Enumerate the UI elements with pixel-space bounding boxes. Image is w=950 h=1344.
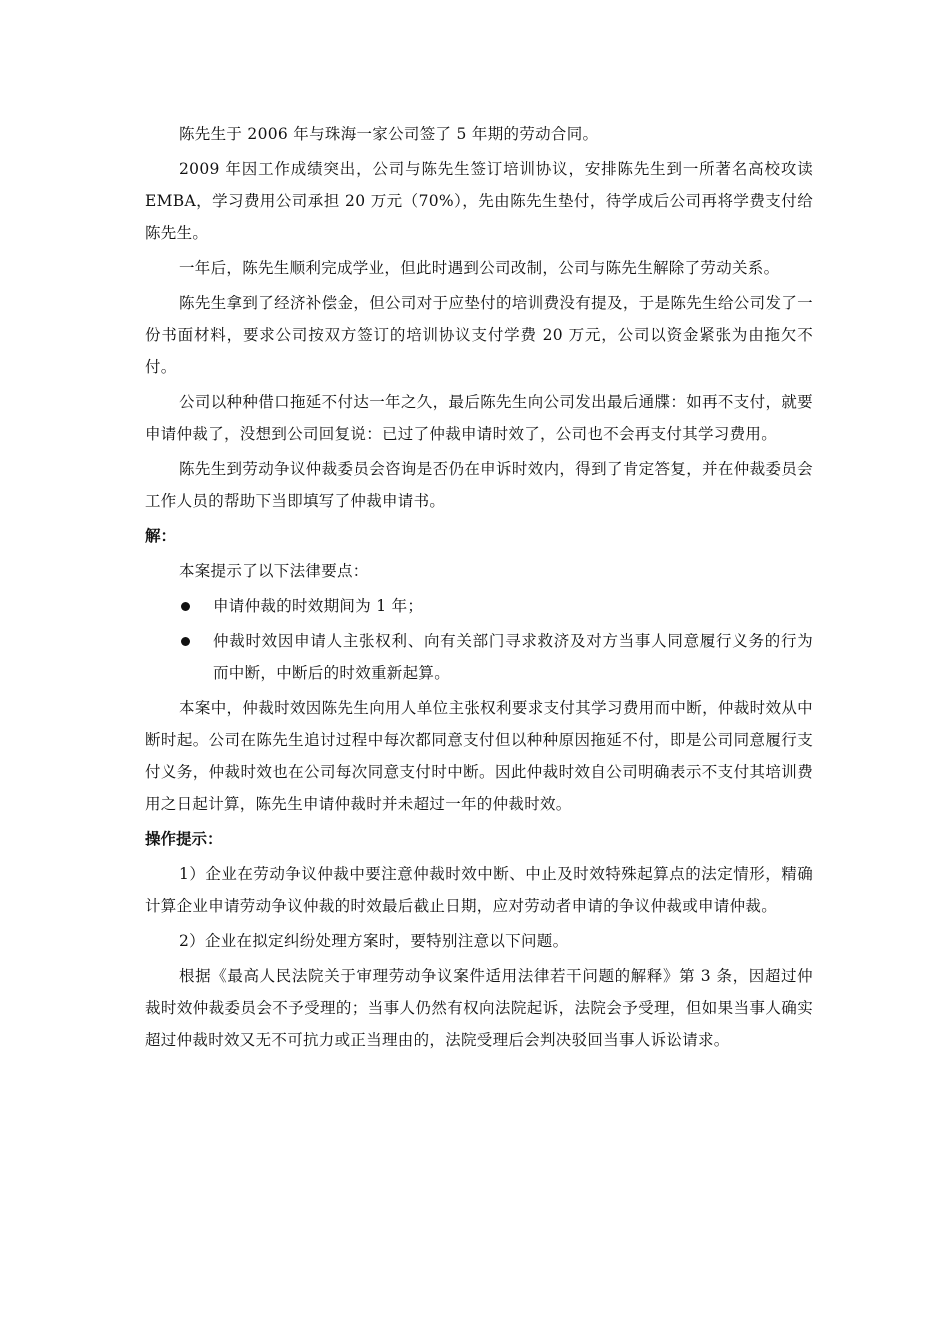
tips-heading: 操作提示：: [145, 830, 223, 848]
bullet-item-text: 仲裁时效因申请人主张权利、向有关部门寻求救济及对方当事人同意履行义务的行为而中断，中断后的时效重新起算。: [213, 632, 813, 682]
tips-paragraph-1: 1）企业在劳动争议仲裁中要注意仲裁时效中断、中止及时效特殊起算点的法定情形，精确计算企业申请劳动争议仲裁的时效最后截止日期，应对劳动者申请的争议仲裁或申请仲裁。: [145, 865, 813, 915]
tips-paragraph-2: 2）企业在拟定纠纷处理方案时，要特别注意以下问题。: [179, 932, 569, 950]
case-paragraph-6: 陈先生到劳动争议仲裁委员会咨询是否仍在申诉时效内，得到了肯定答复，并在仲裁委员会工作人员的帮助下当即填写了仲裁申请书。: [145, 460, 813, 510]
bullet-item-text: 申请仲裁的时效期间为 1 年；: [213, 597, 424, 615]
solution-intro: 本案提示了以下法律要点：: [179, 562, 369, 580]
case-paragraph-5: 公司以种种借口拖延不付达一年之久，最后陈先生向公司发出最后通牒：如再不支付，就要申请仲裁了，没想到公司回复说：已过了仲裁申请时效了，公司也不会再支付其学习费用。: [145, 393, 813, 443]
bullet-dot-icon: [181, 637, 190, 646]
bullet-item-1: [145, 590, 813, 622]
bullet-item-2: [145, 625, 813, 689]
document-page: [145, 118, 813, 1059]
bullet-dot-icon: [181, 602, 190, 611]
case-paragraph-2: 2009 年因工作成绩突出，公司与陈先生签订培训协议，安排陈先生到一所著名高校攻读 EMBA，学习费用公司承担 20 万元（70%），先由陈先生垫付，待学成后公司再将学费支付给陈先生。: [145, 160, 813, 242]
case-paragraph-3: 一年后，陈先生顺利完成学业，但此时遇到公司改制，公司与陈先生解除了劳动关系。: [179, 259, 780, 277]
solution-analysis: 本案中，仲裁时效因陈先生向用人单位主张权利要求支付其学习费用而中断，仲裁时效从中断时起。公司在陈先生追讨过程中每次都同意支付但以种种原因拖延不付，即是公司同意履行支付义务，仲裁时效也在公司每次同意支付时中断。因此仲裁时效自公司明确表示不支付其培训费用之日起计算，陈先生申请仲裁时并未超过一年的仲裁时效。: [145, 699, 813, 813]
case-paragraph-4: 陈先生拿到了经济补偿金，但公司对于应垫付的培训费没有提及，于是陈先生给公司发了一份书面材料，要求公司按双方签订的培训协议支付学费 20 万元，公司以资金紧张为由拖欠不付。: [145, 294, 813, 376]
tips-paragraph-3: 根据《最高人民法院关于审理劳动争议案件适用法律若干问题的解释》第 3 条，因超过仲裁时效仲裁委员会不予受理的；当事人仍然有权向法院起诉，法院会予受理，但如果当事人确实超过仲裁时效又无不可抗力或正当理由的，法院受理后会判决驳回当事人诉讼请求。: [145, 967, 813, 1049]
case-paragraph-1: 陈先生于 2006 年与珠海一家公司签了 5 年期的劳动合同。: [179, 125, 599, 143]
solution-heading: 解：: [145, 527, 177, 545]
